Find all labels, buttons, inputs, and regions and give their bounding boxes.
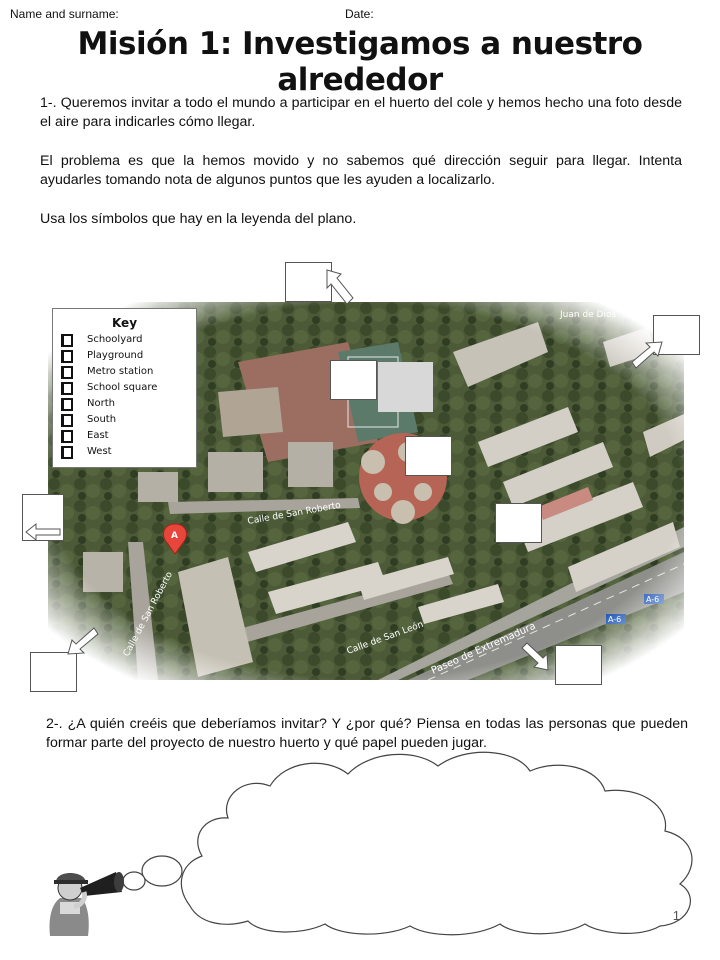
- legend-label: East: [87, 430, 109, 441]
- legend-checkbox[interactable]: [61, 446, 73, 459]
- legend-checkbox[interactable]: [61, 350, 73, 363]
- legend-item-west: [61, 445, 191, 460]
- legend-label: Metro station: [87, 366, 154, 377]
- arrow-down-left-icon: [66, 626, 100, 656]
- date-label: Date:: [345, 7, 374, 21]
- map-legend: [52, 308, 197, 468]
- legend-checkbox[interactable]: [61, 430, 73, 443]
- legend-label: Playground: [87, 350, 144, 361]
- legend-label: School square: [87, 382, 158, 393]
- legend-item-metro-station: [61, 365, 191, 380]
- page-number: 1: [672, 908, 680, 923]
- legend-item-north: [61, 397, 191, 412]
- answer-box-schoolyard[interactable]: [330, 360, 377, 400]
- legend-label: West: [87, 446, 112, 457]
- page-title: Misión 1: Investigamos a nuestro alrededor: [77, 26, 643, 98]
- arrow-up-left-icon: [325, 268, 355, 308]
- answer-box-bottom-left[interactable]: [30, 652, 77, 692]
- answer-box-playground[interactable]: [405, 436, 452, 476]
- legend-checkbox[interactable]: [61, 382, 73, 395]
- legend-label: Schoolyard: [87, 334, 143, 345]
- boy-megaphone-icon: [30, 862, 130, 936]
- question-2: 2-. ¿A quién creéis que deberíamos invitar? Y ¿por qué? Piensa en todas las personas que pueden formar parte del proyecto de nuestro huerto y qué papel pueden jugar.: [46, 716, 688, 751]
- paragraph-1: 1-. Queremos invitar a todo el mundo a participar en el huerto del cole y hemos hecho una foto desde el aire para indicarles cómo llegar.: [40, 95, 682, 130]
- arrow-down-right-icon: [520, 642, 550, 672]
- paragraph-3: Usa los símbolos que hay en la leyenda del plano.: [40, 211, 357, 227]
- answer-box-bottom-right[interactable]: [555, 645, 602, 685]
- legend-checkbox[interactable]: [61, 398, 73, 411]
- name-surname-label: Name and surname:: [10, 7, 119, 21]
- legend-item-playground: [61, 349, 191, 364]
- legend-label: North: [87, 398, 115, 409]
- paragraph-2: El problema es que la hemos movido y no sabemos qué dirección seguir para llegar. Intenta ayudarles tomando nota de algunos puntos que les ayuden a localizarlo.: [40, 153, 682, 188]
- legend-checkbox[interactable]: [61, 334, 73, 347]
- legend-label: South: [87, 414, 117, 425]
- legend-item-east: [61, 429, 191, 444]
- answer-box-buildings[interactable]: [495, 503, 542, 543]
- legend-item-school-square: [61, 381, 191, 396]
- arrow-up-right-icon: [630, 340, 664, 370]
- legend-item-south: [61, 413, 191, 428]
- legend-checkbox[interactable]: [61, 366, 73, 379]
- thought-cloud[interactable]: [120, 746, 710, 936]
- arrow-left-icon: [24, 522, 62, 542]
- legend-checkbox[interactable]: [61, 414, 73, 427]
- legend-item-schoolyard: [61, 333, 191, 348]
- legend-title: Key: [111, 316, 138, 330]
